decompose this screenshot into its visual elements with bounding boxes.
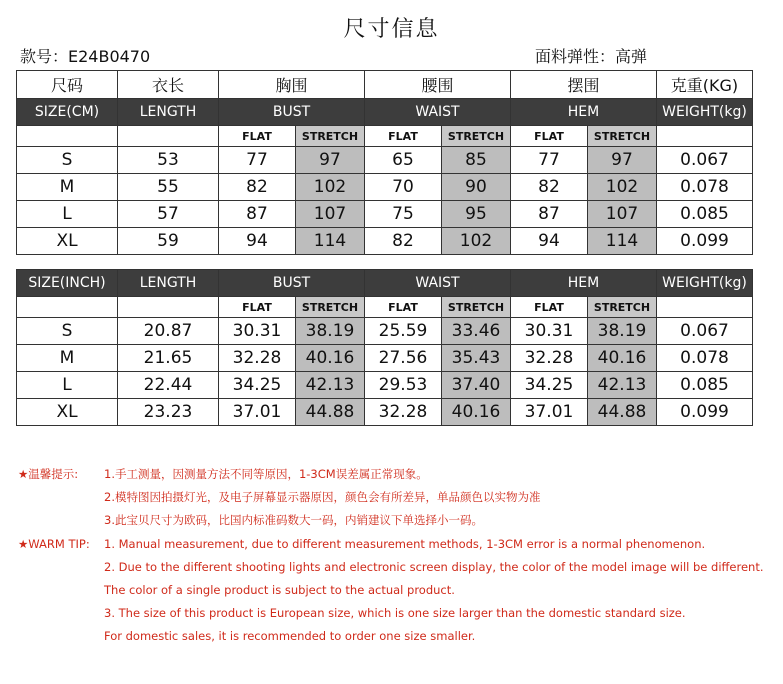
sub-header-cell: FLAT xyxy=(511,126,588,147)
table-cell: 114 xyxy=(588,228,657,255)
table-cell: 85 xyxy=(442,147,511,174)
table-row xyxy=(17,345,753,372)
note-line: 1.手工测量，因测量方法不同等原因，1-3CM误差属正常现象。 xyxy=(104,467,428,481)
sub-header-cell: FLAT xyxy=(219,297,296,318)
table-cell: L xyxy=(17,372,118,399)
sub-header-cell: STRETCH xyxy=(442,126,511,147)
table-cell: 29.53 xyxy=(365,372,442,399)
table-cell: XL xyxy=(17,399,118,426)
table-cell: 34.25 xyxy=(511,372,588,399)
header-cell: WAIST xyxy=(365,270,511,297)
table-cell: 107 xyxy=(588,201,657,228)
header-cell: LENGTH xyxy=(118,99,219,126)
warm-tips-chinese xyxy=(18,463,778,532)
table-cell: 20.87 xyxy=(118,318,219,345)
header-cell: BUST xyxy=(219,99,365,126)
table-cell: 53 xyxy=(118,147,219,174)
table-cell: 0.099 xyxy=(657,399,753,426)
sub-header-row xyxy=(17,297,753,318)
table-cell: M xyxy=(17,345,118,372)
table-cell: 37.01 xyxy=(511,399,588,426)
table-cell: 37.01 xyxy=(219,399,296,426)
table-cell: 30.31 xyxy=(511,318,588,345)
warm-tip-label: ★温馨提示: xyxy=(18,467,79,481)
table-row xyxy=(17,318,753,345)
table-cell: 33.46 xyxy=(442,318,511,345)
header-cell: BUST xyxy=(219,270,365,297)
table-cell: 97 xyxy=(588,147,657,174)
header-cell: LENGTH xyxy=(118,270,219,297)
table-cell: 82 xyxy=(219,174,296,201)
table-cell: 21.65 xyxy=(118,345,219,372)
table-cell: 55 xyxy=(118,174,219,201)
table-cell: 102 xyxy=(588,174,657,201)
table-cell: S xyxy=(17,147,118,174)
empty-cell xyxy=(657,297,753,318)
page-title: 尺寸信息 xyxy=(343,17,440,42)
table-cell: 32.28 xyxy=(511,345,588,372)
table-cell: 65 xyxy=(365,147,442,174)
header-cell: WEIGHT(kg) xyxy=(657,270,753,297)
fabric-elasticity: 面料弹性：高弹 xyxy=(535,47,648,66)
table-cell: 0.067 xyxy=(657,147,753,174)
header-cell: 腰围 xyxy=(365,71,511,99)
table-cell: 70 xyxy=(365,174,442,201)
table-cell: 57 xyxy=(118,201,219,228)
header-cell: 尺码 xyxy=(17,71,118,99)
note-line: 2. Due to the different shooting lights and electronic screen display, the color of the model image will be different. xyxy=(104,560,764,574)
table-cell: M xyxy=(17,174,118,201)
warm-tip-label: ★WARM TIP: xyxy=(18,537,90,551)
table-cell: 75 xyxy=(365,201,442,228)
table-cell: 0.067 xyxy=(657,318,753,345)
table-cell: 32.28 xyxy=(365,399,442,426)
table-row xyxy=(17,201,753,228)
note-line: 1. Manual measurement, due to different measurement methods, 1-3CM error is a normal phenomenon. xyxy=(104,537,706,551)
table-row xyxy=(17,228,753,255)
sub-header-cell: FLAT xyxy=(219,126,296,147)
table-cell: 25.59 xyxy=(365,318,442,345)
table-cell: 0.078 xyxy=(657,345,753,372)
table-cell: 40.16 xyxy=(296,345,365,372)
table-cell: L xyxy=(17,201,118,228)
header-cell: 衣长 xyxy=(118,71,219,99)
table-cell: 87 xyxy=(511,201,588,228)
table-row xyxy=(17,147,753,174)
sub-header-cell: FLAT xyxy=(365,126,442,147)
note-line: The color of a single product is subject to the actual product. xyxy=(104,583,455,597)
table-cell: 34.25 xyxy=(219,372,296,399)
sub-header-cell: STRETCH xyxy=(296,126,365,147)
sub-header-cell: FLAT xyxy=(511,297,588,318)
size-table-inch xyxy=(16,269,753,426)
english-header-row xyxy=(17,270,753,297)
table-cell: 40.16 xyxy=(588,345,657,372)
sub-header-row xyxy=(17,126,753,147)
table-cell: 27.56 xyxy=(365,345,442,372)
note-line: 3. The size of this product is European size, which is one size larger than the domestic standard size. xyxy=(104,606,686,620)
table-cell: 22.44 xyxy=(118,372,219,399)
sub-header-cell: FLAT xyxy=(365,297,442,318)
size-table-cm xyxy=(16,70,753,255)
table-cell: 77 xyxy=(219,147,296,174)
table-cell: 87 xyxy=(219,201,296,228)
sub-header-cell: STRETCH xyxy=(442,297,511,318)
table-cell: 94 xyxy=(219,228,296,255)
table-cell: 102 xyxy=(296,174,365,201)
header-cell: SIZE(CM) xyxy=(17,99,118,126)
header-cell: 克重(KG) xyxy=(657,71,753,99)
table-cell: 102 xyxy=(442,228,511,255)
english-header-row xyxy=(17,99,753,126)
table-cell: 82 xyxy=(511,174,588,201)
header-cell: HEM xyxy=(511,270,657,297)
table-cell: 0.085 xyxy=(657,201,753,228)
table-cell: 0.078 xyxy=(657,174,753,201)
empty-cell xyxy=(17,126,118,147)
note-line: For domestic sales, it is recommended to order one size smaller. xyxy=(104,629,476,643)
table-cell: 94 xyxy=(511,228,588,255)
table-cell: 38.19 xyxy=(588,318,657,345)
table-cell: 95 xyxy=(442,201,511,228)
table-cell: 114 xyxy=(296,228,365,255)
chinese-header-row xyxy=(17,71,753,99)
header-cell: 胸围 xyxy=(219,71,365,99)
empty-cell xyxy=(118,126,219,147)
table-cell: 23.23 xyxy=(118,399,219,426)
style-number: 款号：E24B0470 xyxy=(20,47,151,66)
table-cell: 77 xyxy=(511,147,588,174)
table-cell: 82 xyxy=(365,228,442,255)
table-cell: 107 xyxy=(296,201,365,228)
table-cell: 0.099 xyxy=(657,228,753,255)
table-cell: 42.13 xyxy=(296,372,365,399)
table-cell: 37.40 xyxy=(442,372,511,399)
header-cell: HEM xyxy=(511,99,657,126)
empty-cell xyxy=(118,297,219,318)
table-row xyxy=(17,399,753,426)
table-cell: 32.28 xyxy=(219,345,296,372)
table-cell: 40.16 xyxy=(442,399,511,426)
empty-cell xyxy=(657,126,753,147)
empty-cell xyxy=(17,297,118,318)
table-cell: 44.88 xyxy=(296,399,365,426)
table-row xyxy=(17,372,753,399)
sub-header-cell: STRETCH xyxy=(296,297,365,318)
table-cell: 38.19 xyxy=(296,318,365,345)
table-cell: 90 xyxy=(442,174,511,201)
sub-header-cell: STRETCH xyxy=(588,297,657,318)
table-cell: 30.31 xyxy=(219,318,296,345)
table-cell: 59 xyxy=(118,228,219,255)
header-cell: WEIGHT(kg) xyxy=(657,99,753,126)
table-cell: S xyxy=(17,318,118,345)
header-cell: SIZE(INCH) xyxy=(17,270,118,297)
note-line: 2.模特图因拍摄灯光，及电子屏幕显示器原因，颜色会有所差异，单品颜色以实物为准 xyxy=(104,490,541,504)
table-cell: 44.88 xyxy=(588,399,657,426)
sub-header-cell: STRETCH xyxy=(588,126,657,147)
note-line: 3.此宝贝尺寸为欧码，比国内标准码数大一码，内销建议下单选择小一码。 xyxy=(104,513,483,527)
table-cell: 0.085 xyxy=(657,372,753,399)
table-cell: 35.43 xyxy=(442,345,511,372)
table-row xyxy=(17,174,753,201)
header-cell: 摆围 xyxy=(511,71,657,99)
warm-tips-english xyxy=(18,533,778,648)
table-cell: XL xyxy=(17,228,118,255)
table-cell: 42.13 xyxy=(588,372,657,399)
header-cell: WAIST xyxy=(365,99,511,126)
table-cell: 97 xyxy=(296,147,365,174)
